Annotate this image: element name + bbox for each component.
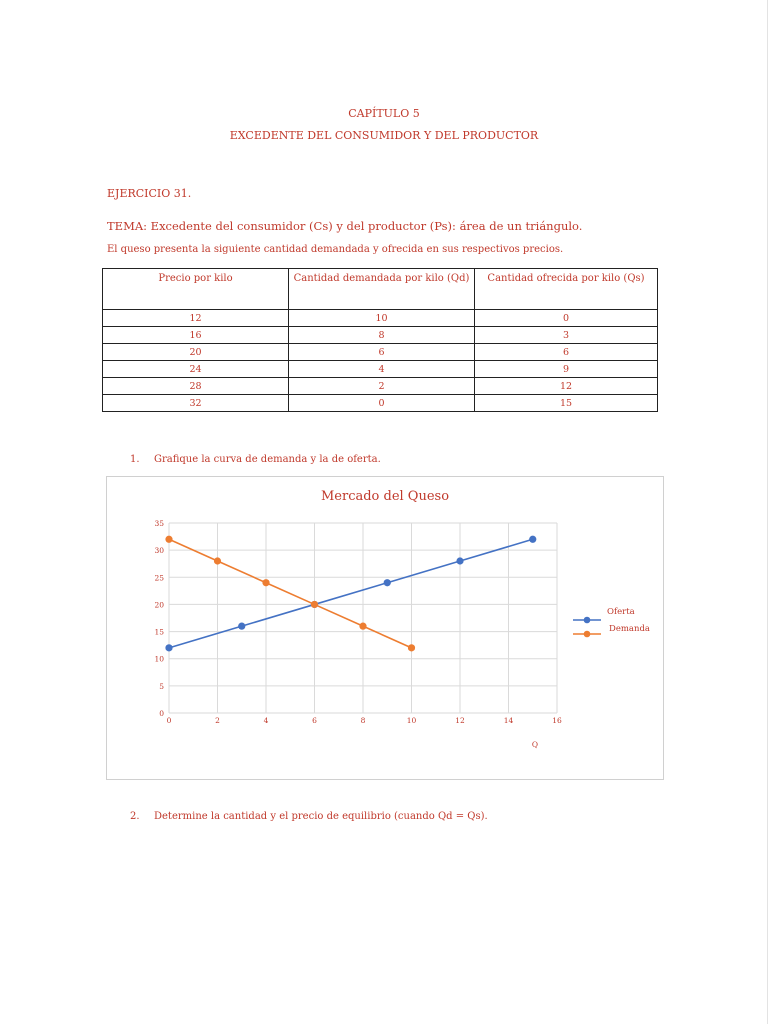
table-row xyxy=(103,310,658,327)
exercise-topic: TEMA: Excedente del consumidor (Cs) y del productor (Ps): área de un triángulo. xyxy=(107,219,583,233)
question-1-number: 1. xyxy=(130,454,140,465)
legend-label-oferta: Oferta xyxy=(607,607,635,617)
x-tick-label: 16 xyxy=(552,716,562,725)
y-tick-label: 0 xyxy=(159,709,164,718)
y-tick-label: 15 xyxy=(154,627,164,637)
table-row xyxy=(103,395,658,412)
table-header-row xyxy=(103,269,658,310)
question-1 xyxy=(130,454,381,465)
exercise-title: EJERCICIO 31. xyxy=(107,187,192,200)
question-2-text: Determine la cantidad y el precio de equilibrio (cuando Qd = Qs). xyxy=(154,811,488,822)
data-point-demanda xyxy=(311,601,318,608)
cell-qs: 12 xyxy=(475,378,658,395)
x-tick-label: 2 xyxy=(215,716,220,725)
cell-qs: 15 xyxy=(475,395,658,412)
legend-marker-demanda xyxy=(584,631,591,638)
legend-label-demanda: Demanda xyxy=(609,624,650,634)
x-tick-label: 12 xyxy=(455,716,465,725)
exercise-intro: El queso presenta la siguiente cantidad demandada y ofrecida en sus respectivos precios. xyxy=(107,244,564,255)
data-point-demanda xyxy=(359,623,366,630)
price-quantity-table xyxy=(102,268,658,412)
data-point-demanda xyxy=(214,557,221,564)
cell-qd: 0 xyxy=(289,395,475,412)
cell-price: 28 xyxy=(103,378,289,395)
cell-qs: 0 xyxy=(475,310,658,327)
chapter-title: CAPÍTULO 5 xyxy=(348,107,420,120)
x-axis-label: Q xyxy=(531,740,539,749)
cell-qs: 3 xyxy=(475,327,658,344)
x-tick-label: 14 xyxy=(503,716,514,725)
cell-price: 16 xyxy=(103,327,289,344)
x-tick-label: 0 xyxy=(166,716,172,725)
x-tick-label: 8 xyxy=(360,716,366,725)
y-tick-label: 25 xyxy=(154,573,164,583)
data-point-demanda xyxy=(165,536,172,543)
cell-price: 24 xyxy=(103,361,289,378)
chart-canvas xyxy=(107,477,663,779)
legend-marker-oferta xyxy=(584,617,591,624)
table-row xyxy=(103,344,658,361)
cell-qs: 9 xyxy=(475,361,658,378)
x-tick-label: 10 xyxy=(406,716,417,725)
y-tick-label: 30 xyxy=(154,546,164,556)
header-price: Precio por kilo xyxy=(103,269,289,310)
market-chart xyxy=(106,476,664,780)
table-row xyxy=(103,361,658,378)
cell-price: 12 xyxy=(103,310,289,327)
cell-qd: 6 xyxy=(289,344,475,361)
x-tick-label: 4 xyxy=(263,716,269,725)
table-row xyxy=(103,378,658,395)
chart-title: Mercado del Queso xyxy=(320,489,450,504)
question-2 xyxy=(130,811,488,822)
cell-qd: 4 xyxy=(289,361,475,378)
y-tick-label: 5 xyxy=(159,681,164,691)
data-point-oferta xyxy=(384,579,391,586)
y-tick-label: 10 xyxy=(154,654,164,664)
x-tick-label: 6 xyxy=(312,716,317,725)
data-point-oferta xyxy=(165,644,172,651)
data-point-demanda xyxy=(408,644,415,651)
y-tick-label: 20 xyxy=(154,600,164,610)
y-tick-label: 35 xyxy=(154,519,164,528)
data-point-oferta xyxy=(529,536,536,543)
cell-qd: 8 xyxy=(289,327,475,344)
table-row xyxy=(103,327,658,344)
cell-qs: 6 xyxy=(475,344,658,361)
question-2-number: 2. xyxy=(130,811,140,822)
data-point-demanda xyxy=(262,579,269,586)
cell-price: 20 xyxy=(103,344,289,361)
question-1-text: Grafique la curva de demanda y la de oferta. xyxy=(154,454,381,465)
header-qs: Cantidad ofrecida por kilo (Qs) xyxy=(475,269,658,310)
data-point-oferta xyxy=(238,623,245,630)
cell-qd: 10 xyxy=(289,310,475,327)
chapter-subtitle: EXCEDENTE DEL CONSUMIDOR Y DEL PRODUCTOR xyxy=(229,129,539,142)
data-point-oferta xyxy=(456,557,463,564)
cell-qd: 2 xyxy=(289,378,475,395)
cell-price: 32 xyxy=(103,395,289,412)
header-qd: Cantidad demandada por kilo (Qd) xyxy=(289,269,475,310)
